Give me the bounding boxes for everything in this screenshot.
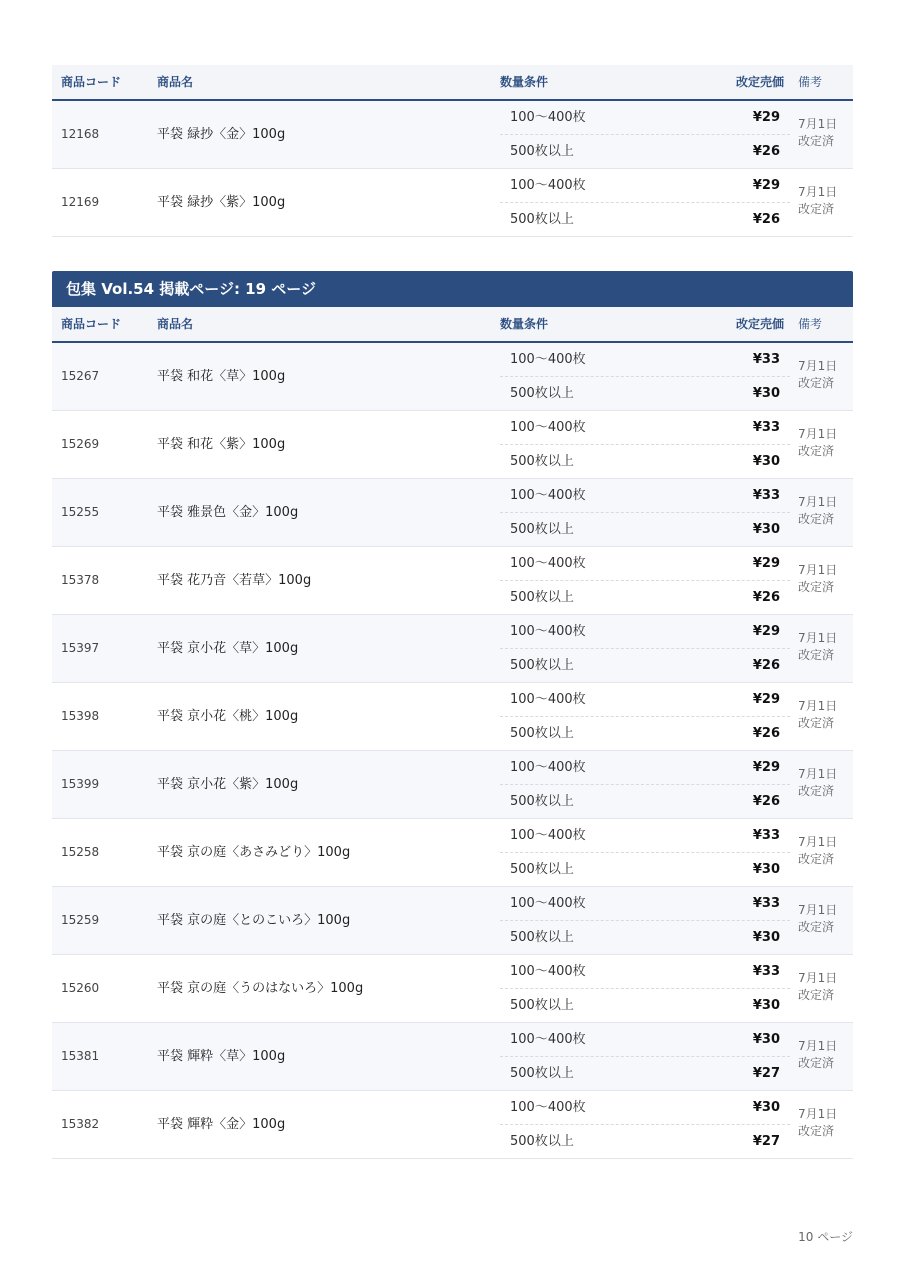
revised-price: ¥29 — [752, 760, 780, 775]
quantity-tier — [500, 921, 790, 954]
remark-line: 改定済 — [798, 1124, 835, 1138]
quantity-tier — [500, 887, 790, 921]
revised-price: ¥30 — [752, 522, 780, 537]
remark — [798, 902, 852, 936]
remark-line: 7月1日 — [798, 835, 838, 849]
remark-line: 改定済 — [798, 444, 835, 458]
remark — [798, 358, 852, 392]
quantity-tier — [500, 203, 790, 236]
quantity-condition: 100〜400枚 — [510, 692, 586, 707]
remark-line: 改定済 — [798, 852, 835, 866]
remark-line: 7月1日 — [798, 427, 838, 441]
quantity-condition: 100〜400枚 — [510, 760, 586, 775]
remark-line: 改定済 — [798, 716, 835, 730]
quantity-condition: 100〜400枚 — [510, 178, 586, 193]
revised-price: ¥27 — [752, 1066, 780, 1081]
quantity-tier — [500, 377, 790, 410]
quantity-tier — [500, 989, 790, 1022]
remark-line: 7月1日 — [798, 903, 838, 917]
quantity-condition: 500枚以上 — [510, 1066, 574, 1081]
quantity-condition: 100〜400枚 — [510, 556, 586, 571]
revised-price: ¥33 — [752, 964, 780, 979]
product-name: 平袋 雅景色〈金〉100g — [157, 505, 299, 520]
remark-line: 改定済 — [798, 920, 835, 934]
remark-line: 7月1日 — [798, 563, 838, 577]
quantity-condition: 500枚以上 — [510, 998, 574, 1013]
quantity-condition: 500枚以上 — [510, 726, 574, 741]
product-code: 15258 — [61, 845, 100, 859]
product-code: 12169 — [61, 195, 100, 209]
remark-line: 改定済 — [798, 134, 835, 148]
product-name: 平袋 和花〈草〉100g — [157, 369, 286, 384]
header-code: 商品コード — [61, 317, 122, 331]
remark-line: 7月1日 — [798, 359, 838, 373]
revised-price: ¥26 — [752, 212, 780, 227]
revised-price: ¥30 — [752, 386, 780, 401]
revised-price: ¥33 — [752, 488, 780, 503]
header-note: 備考 — [798, 317, 823, 331]
product-name: 平袋 緑抄〈紫〉100g — [157, 195, 286, 210]
revised-price: ¥33 — [752, 896, 780, 911]
product-code: 15259 — [61, 913, 100, 927]
remark — [798, 1038, 852, 1072]
table-row — [52, 411, 853, 479]
remark — [798, 698, 852, 732]
revised-price: ¥33 — [752, 352, 780, 367]
table-row — [52, 887, 853, 955]
table-row — [52, 819, 853, 887]
quantity-condition: 500枚以上 — [510, 454, 574, 469]
quantity-condition: 100〜400枚 — [510, 488, 586, 503]
remark-line: 7月1日 — [798, 631, 838, 645]
product-code: 15398 — [61, 709, 100, 723]
price-table-2 — [52, 271, 853, 1159]
revised-price: ¥30 — [752, 1100, 780, 1115]
quantity-condition: 100〜400枚 — [510, 110, 586, 125]
remark-line: 改定済 — [798, 202, 835, 216]
remark — [798, 184, 852, 218]
revised-price: ¥30 — [752, 454, 780, 469]
quantity-condition: 500枚以上 — [510, 862, 574, 877]
remark-line: 7月1日 — [798, 1039, 838, 1053]
remark-line: 改定済 — [798, 376, 835, 390]
remark — [798, 970, 852, 1004]
revised-price: ¥26 — [752, 144, 780, 159]
table-row — [52, 1023, 853, 1091]
table-row — [52, 955, 853, 1023]
quantity-tier — [500, 819, 790, 853]
quantity-tier — [500, 101, 790, 135]
product-name: 平袋 京小花〈紫〉100g — [157, 777, 299, 792]
product-name: 平袋 京の庭〈とのこいろ〉100g — [157, 913, 351, 928]
product-name: 平袋 輝粋〈金〉100g — [157, 1117, 286, 1132]
quantity-tier — [500, 411, 790, 445]
header-name: 商品名 — [157, 75, 194, 89]
quantity-tier — [500, 343, 790, 377]
product-name: 平袋 京小花〈草〉100g — [157, 641, 299, 656]
remark-line: 7月1日 — [798, 699, 838, 713]
remark-line: 改定済 — [798, 512, 835, 526]
remark-line: 改定済 — [798, 988, 835, 1002]
quantity-condition: 500枚以上 — [510, 1134, 574, 1149]
remark-line: 改定済 — [798, 784, 835, 798]
revised-price: ¥29 — [752, 692, 780, 707]
product-code: 15255 — [61, 505, 100, 519]
revised-price: ¥29 — [752, 110, 780, 125]
product-name: 平袋 緑抄〈金〉100g — [157, 127, 286, 142]
product-code: 15269 — [61, 437, 100, 451]
revised-price: ¥30 — [752, 862, 780, 877]
remark-line: 7月1日 — [798, 1107, 838, 1121]
remark — [798, 116, 852, 150]
revised-price: ¥30 — [752, 1032, 780, 1047]
header-note: 備考 — [798, 75, 823, 89]
remark-line: 7月1日 — [798, 117, 838, 131]
remark — [798, 1106, 852, 1140]
product-name: 平袋 花乃音〈若草〉100g — [157, 573, 312, 588]
quantity-condition: 500枚以上 — [510, 658, 574, 673]
product-code: 15267 — [61, 369, 100, 383]
quantity-condition: 500枚以上 — [510, 794, 574, 809]
product-code: 15397 — [61, 641, 100, 655]
revised-price: ¥26 — [752, 794, 780, 809]
remark-line: 7月1日 — [798, 971, 838, 985]
remark — [798, 494, 852, 528]
quantity-condition: 100〜400枚 — [510, 896, 586, 911]
product-code: 15382 — [61, 1117, 100, 1131]
quantity-condition: 500枚以上 — [510, 144, 574, 159]
quantity-tier — [500, 479, 790, 513]
revised-price: ¥26 — [752, 726, 780, 741]
product-name: 平袋 京小花〈桃〉100g — [157, 709, 299, 724]
quantity-tier — [500, 1057, 790, 1090]
remark-line: 7月1日 — [798, 767, 838, 781]
table-row — [52, 547, 853, 615]
quantity-tier — [500, 853, 790, 886]
remark — [798, 562, 852, 596]
header-price: 改定売価 — [735, 75, 784, 89]
product-name: 平袋 輝粋〈草〉100g — [157, 1049, 286, 1064]
quantity-tier — [500, 955, 790, 989]
product-code: 15378 — [61, 573, 100, 587]
quantity-condition: 100〜400枚 — [510, 420, 586, 435]
revised-price: ¥33 — [752, 828, 780, 843]
remark-line: 7月1日 — [798, 495, 838, 509]
remark-line: 改定済 — [798, 1056, 835, 1070]
quantity-tier — [500, 445, 790, 478]
quantity-condition: 500枚以上 — [510, 522, 574, 537]
quantity-tier — [500, 1091, 790, 1125]
remark-line: 7月1日 — [798, 185, 838, 199]
table-header-row — [52, 65, 853, 101]
revised-price: ¥29 — [752, 556, 780, 571]
quantity-condition: 100〜400枚 — [510, 964, 586, 979]
quantity-tier — [500, 169, 790, 203]
header-price: 改定売価 — [735, 317, 784, 331]
remark — [798, 766, 852, 800]
revised-price: ¥26 — [752, 658, 780, 673]
quantity-condition: 100〜400枚 — [510, 1100, 586, 1115]
quantity-tier — [500, 785, 790, 818]
table-row — [52, 343, 853, 411]
header-code: 商品コード — [61, 75, 122, 89]
quantity-tier — [500, 1125, 790, 1158]
quantity-tier — [500, 649, 790, 682]
product-code: 15399 — [61, 777, 100, 791]
revised-price: ¥30 — [752, 998, 780, 1013]
table-row — [52, 683, 853, 751]
price-table-1 — [52, 65, 853, 237]
product-name: 平袋 和花〈紫〉100g — [157, 437, 286, 452]
table-row — [52, 101, 853, 169]
quantity-condition: 100〜400枚 — [510, 828, 586, 843]
quantity-tier — [500, 683, 790, 717]
product-name: 平袋 京の庭〈うのはないろ〉100g — [157, 981, 364, 996]
header-quantity: 数量条件 — [500, 75, 549, 89]
revised-price: ¥30 — [752, 930, 780, 945]
product-name: 平袋 京の庭〈あさみどり〉100g — [157, 845, 351, 860]
quantity-tier — [500, 751, 790, 785]
quantity-condition: 100〜400枚 — [510, 624, 586, 639]
product-code: 15381 — [61, 1049, 100, 1063]
quantity-tier — [500, 581, 790, 614]
header-name: 商品名 — [157, 317, 194, 331]
page-number: 10 ページ — [798, 1230, 853, 1244]
quantity-condition: 500枚以上 — [510, 930, 574, 945]
quantity-condition: 500枚以上 — [510, 386, 574, 401]
table-header-row — [52, 307, 853, 343]
table-row — [52, 615, 853, 683]
revised-price: ¥26 — [752, 590, 780, 605]
product-code: 15260 — [61, 981, 100, 995]
quantity-condition: 100〜400枚 — [510, 1032, 586, 1047]
quantity-tier — [500, 717, 790, 750]
quantity-condition: 500枚以上 — [510, 212, 574, 227]
quantity-tier — [500, 1023, 790, 1057]
quantity-condition: 100〜400枚 — [510, 352, 586, 367]
remark-line: 改定済 — [798, 648, 835, 662]
revised-price: ¥27 — [752, 1134, 780, 1149]
section-title: 包集 Vol.54 掲載ページ: 19 ページ — [52, 271, 853, 307]
remark — [798, 426, 852, 460]
remark — [798, 630, 852, 664]
table-row — [52, 751, 853, 819]
revised-price: ¥29 — [752, 624, 780, 639]
quantity-tier — [500, 513, 790, 546]
quantity-condition: 500枚以上 — [510, 590, 574, 605]
table-row — [52, 169, 853, 237]
revised-price: ¥33 — [752, 420, 780, 435]
table-row — [52, 1091, 853, 1159]
quantity-tier — [500, 547, 790, 581]
remark — [798, 834, 852, 868]
table-row — [52, 479, 853, 547]
header-quantity: 数量条件 — [500, 317, 549, 331]
revised-price: ¥29 — [752, 178, 780, 193]
quantity-tier — [500, 615, 790, 649]
quantity-tier — [500, 135, 790, 168]
remark-line: 改定済 — [798, 580, 835, 594]
product-code: 12168 — [61, 127, 100, 141]
